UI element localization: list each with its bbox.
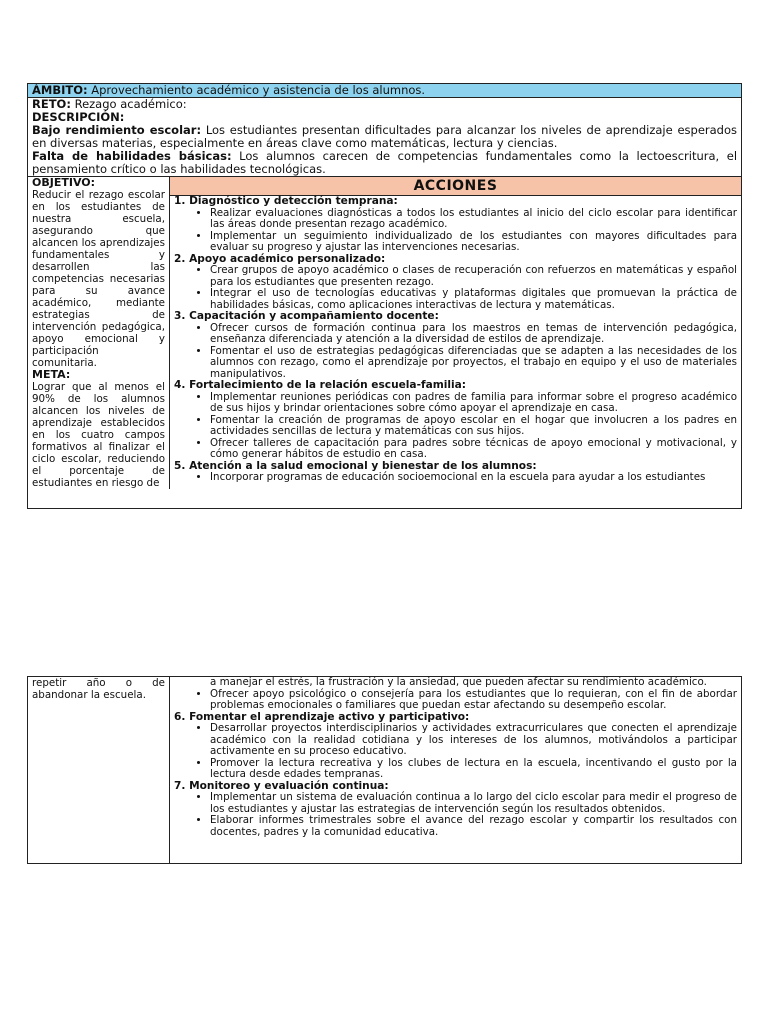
action-list — [174, 208, 737, 254]
descripcion-item-text: Los alumnos carecen de competencias fundamentales como la lectoescritura, el pensamiento crítico o las habilidades tecnológicas. — [32, 149, 738, 176]
action-section-title: 6. Fomentar el aprendizaje activo y participativo: — [174, 710, 470, 723]
action-item: a manejar el estrés, la frustración y la ansiedad, que pueden afectar su rendimiento académico. — [210, 676, 707, 688]
descripcion-item — [32, 124, 737, 150]
acciones-sections — [170, 196, 741, 484]
action-item: • Crear grupos de apoyo académico o clases de recuperación con refuerzos en matemáticas y español para los estudiantes que presenten rezago. — [210, 265, 737, 288]
action-list — [174, 677, 737, 712]
meta-text: Lograr que al menos el 90% de los alumnos alcancen los niveles de aprendizaje establecidos en los cuatro campos formativos al finalizar el ciclo escolar, reduciendo el porcentaje de estudiantes en riesgo de — [32, 381, 165, 489]
acciones-column — [170, 177, 741, 489]
action-item: • Realizar evaluaciones diagnósticas a todos los estudiantes al inicio del ciclo escolar para identificar las áreas donde presentan rezago académico. — [210, 208, 737, 231]
meta-text-continued: repetir año o de abandonar la escuela. — [32, 677, 165, 701]
acciones-sections-continued — [174, 712, 737, 839]
acciones-continuation — [170, 677, 741, 863]
action-section-title: 2. Apoyo académico personalizado: — [174, 252, 386, 265]
action-section-title: 3. Capacitación y acompañamiento docente: — [174, 310, 439, 322]
descripcion-item-label: Bajo rendimiento escolar: — [32, 123, 202, 137]
reto-description-row — [28, 98, 741, 177]
action-item: • Integrar el uso de tecnologías educativas y plataformas digitales que promuevan la práctica de habilidades básicas, como aplicaciones interactivas de lectura y matemáticas. — [210, 288, 737, 311]
reto-text: Rezago académico: — [74, 97, 187, 111]
action-item: • Implementar un seguimiento individualizado de los estudiantes con mayores dificultades para evaluar su progreso y ajustar las intervenciones necesarias. — [210, 231, 737, 254]
action-item: • Fomentar la creación de programas de apoyo escolar en el hogar que involucren a los padres en actividades sencillas de lectura y matemáticas con sus hijos. — [210, 415, 737, 438]
action-section-title: 5. Atención a la salud emocional y bienestar de los alumnos: — [174, 459, 537, 472]
action-item: • Elaborar informes trimestrales sobre el avance del rezago escolar y compartir los resultados con docentes, padres y la comunidad educativa. — [210, 815, 737, 838]
ambito-label: ÁMBITO: — [32, 83, 88, 97]
action-item: • Incorporar programas de educación socioemocional en la escuela para ayudar a los estudiantes — [210, 472, 737, 484]
acciones-heading: ACCIONES — [170, 177, 741, 196]
action-section-title: 1. Diagnóstico y detección temprana: — [174, 195, 398, 207]
plan-table-page1 — [27, 83, 742, 509]
plan-table-page2 — [27, 676, 742, 864]
descripcion-label: DESCRIPCIÓN: — [32, 110, 125, 124]
ambito-row — [28, 84, 741, 98]
meta-label: META: — [32, 368, 71, 381]
objetivo-acciones-row — [28, 177, 741, 489]
action-item: • Ofrecer apoyo psicológico o consejería para los estudiantes que lo requieran, con el fin de abordar problemas emocionales o familiares que puedan estar afectando su desempeño escolar. — [210, 689, 737, 712]
descripcion-item-label: Falta de habilidades básicas: — [32, 149, 232, 163]
action-list — [174, 792, 737, 838]
action-item: • Implementar reuniones periódicas con padres de familia para informar sobre el progreso académico de sus hijos y brindar orientaciones sobre cómo apoyar el aprendizaje en casa. — [210, 392, 737, 415]
objetivo-meta-column — [28, 177, 170, 489]
descripcion-item-text: Los estudiantes presentan dificultades para alcanzar los niveles de aprendizaje esperados en diversas materias, especialmente en áreas clave como matemáticas, lectura y ciencias. — [32, 123, 737, 150]
objetivo-label: OBJETIVO: — [32, 176, 96, 189]
action-item: • Ofrecer talleres de capacitación para padres sobre técnicas de apoyo emocional y motivacional, y cómo generar hábitos de estudio en casa. — [210, 438, 737, 461]
action-item: • Implementar un sistema de evaluación continua a lo largo del ciclo escolar para medir el progreso de los estudiantes y ajustar las estrategias de intervención según los resultados obtenidos. — [210, 792, 737, 815]
action-list — [174, 472, 737, 484]
action-list — [174, 392, 737, 461]
action-list — [174, 723, 737, 781]
action-item: • Promover la lectura recreativa y los clubes de lectura en la escuela, incentivando el gusto por la lectura desde edades tempranas. — [210, 758, 737, 781]
action-item: • Fomentar el uso de estrategias pedagógicas diferenciadas que se adapten a las necesidades de los alumnos con rezago, como el aprendizaje por proyectos, el trabajo en equipo y el uso de materiales manipulativos. — [210, 346, 737, 381]
action-list — [174, 323, 737, 381]
action-item: • Ofrecer cursos de formación continua para los maestros en temas de intervención pedagógica, enseñanza diferenciada y atención a la diversidad de estilos de aprendizaje. — [210, 323, 737, 346]
continuation-row — [28, 677, 741, 863]
descripcion-item — [32, 150, 737, 176]
meta-continuation-column — [28, 677, 170, 863]
action-list — [174, 265, 737, 311]
action-section-title: 4. Fortalecimiento de la relación escuela-familia: — [174, 379, 467, 391]
action-item: • Desarrollar proyectos interdisciplinarios y actividades extracurriculares que conecten el aprendizaje académico con la realidad cotidiana y los intereses de los alumnos, motivándolos a participar activamente en su proceso educativo. — [210, 723, 737, 758]
objetivo-text: Reducir el rezago escolar en los estudiantes de nuestra escuela, asegurando que alcancen los aprendizajes fundamentales y desarrollen las competencias necesarias para su avance académico, mediante estrategias de intervención pedagógica, apoyo emocional y participación comunitaria. — [32, 189, 165, 369]
action-section-title: 7. Monitoreo y evaluación continua: — [174, 779, 389, 792]
reto-label: RETO: — [32, 97, 71, 111]
ambito-text: Aprovechamiento académico y asistencia de los alumnos. — [91, 83, 426, 97]
